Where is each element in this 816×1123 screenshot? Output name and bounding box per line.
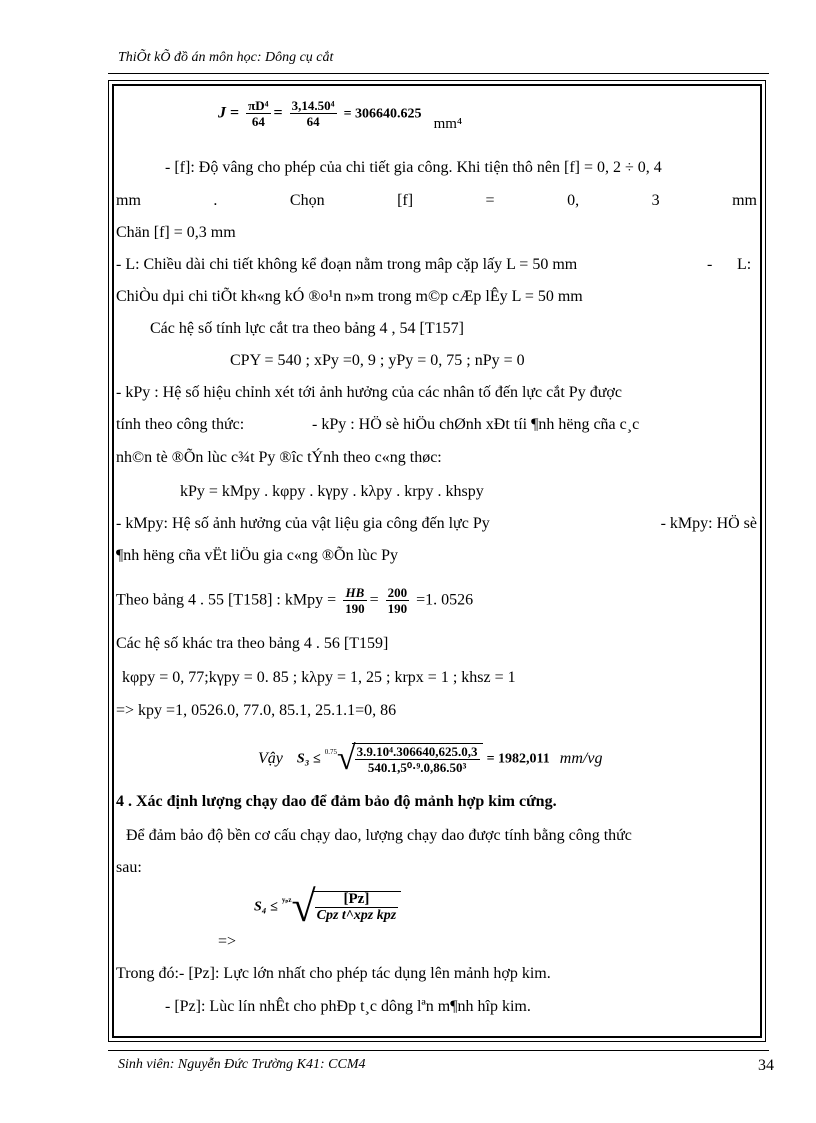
formula-s4: S₄ ≤ $^{y_pz}$√ $\frac{[Pz]}{\text{Cpz t\textasciicircum{}xpz kpz}}$ [254, 890, 401, 924]
paragraph-line: - kMpy: Hệ số ảnh hưởng của vật liệu gia công đến lực Py - kMpy: HÖ sè [116, 515, 757, 532]
formula-s3: Vậy S₃ ≤ $^{0.75}$√ $\frac{\text{3.9.10⁴.306640,625.0,3}}{\text{540.1,5⁰·⁹.0,86.50³}}$ = 1982,011 mm/vg [258, 740, 603, 777]
formula-j: J = $\frac{\text{πD⁴}}{64}$ = $\frac{\text{3,14.50⁴}}{64}$ = 306640.625 mm⁴ [218, 98, 463, 132]
footer-student: Sinh viên: Nguyễn Đức Trường K41: CCM4 [118, 1057, 366, 1072]
paragraph-line: ¶nh hëng cña vËt liÖu gia c«ng ®Õn lùc Py [116, 547, 399, 564]
paragraph-line: - [Pz]: Lùc lín nhÊt cho phÐp t¸c dông lªn m¶nh hîp kim. [165, 998, 531, 1015]
paragraph-line-justified: mm . Chọn [f] = 0, 3 mm [116, 192, 757, 209]
paragraph-line: tính theo công thức: - kPy : HÖ sè hiÖu chØnh xÐt tíi ¶nh hëng cña c¸c [116, 416, 640, 433]
arrow: => [218, 933, 237, 950]
formula-kpy: kPy = kMpy . kφpy . kγpy . kλpy . krpy . khspy [180, 483, 484, 500]
paragraph-line: ChiÒu dµi chi tiÕt kh«ng kÓ ®o¹n n»m trong m©p cÆp lÊy L = 50 mm [116, 288, 583, 305]
paragraph-line: - kPy : Hệ số hiệu chỉnh xét tới ảnh hưởng của các nhân tố đến lực cắt Py được [116, 384, 622, 401]
paragraph-line: Các hệ số khác tra theo bảng 4 . 56 [T159] [116, 635, 389, 652]
coefficients-line: kφpy = 0, 77;kγpy = 0. 85 ; kλpy = 1, 25 ; krpx = 1 ; khsz = 1 [122, 669, 516, 686]
section-heading: 4 . Xác định lượng chạy dao để đảm bảo độ mảnh hợp kim cứng. [116, 793, 557, 810]
result-line: => kpy =1, 0526.0, 77.0, 85.1, 25.1.1=0, 86 [116, 702, 397, 719]
paragraph-line: sau: [116, 859, 142, 876]
paragraph-line: - [f]: Độ vâng cho phép của chi tiết gia công. Khi tiện thô nên [f] = 0, 2 ÷ 0, 4 [165, 159, 662, 176]
paragraph-line: Để đảm bảo độ bền cơ cấu chạy dao, lượng chạy dao được tính bằng công thức [126, 827, 632, 844]
footer-divider [108, 1050, 769, 1051]
coefficients-line: CPY = 540 ; xPy =0, 9 ; yPy = 0, 75 ; nPy = 0 [230, 352, 525, 369]
paragraph-line: nh©n tè ®Õn lùc c¾t Py ®îc tÝnh theo c«ng thøc: [116, 449, 442, 466]
page-number: 34 [758, 1057, 774, 1074]
paragraph-line: Các hệ số tính lực cắt tra theo bảng 4 , 54 [T157] [150, 320, 464, 337]
paragraph-line: - L: Chiều dài chi tiết không kể đoạn nằm trong mâp cặp lấy L = 50 mm - L: [116, 256, 752, 273]
paragraph-line: Chän [f] = 0,3 mm [116, 224, 236, 241]
header-divider [108, 73, 769, 74]
paragraph-line: Trong đó:- [Pz]: Lực lớn nhất cho phép tác dụng lên mảnh hợp kim. [116, 965, 551, 982]
header-title: ThiÕt kÕ đồ án môn học: Dông cụ cắt [118, 50, 334, 65]
formula-kmpy: Theo bảng 4 . 55 [T158] : kMpy = $\frac{HB}{190}$ = $\frac{200}{190}$ =1. 0526 [116, 585, 474, 616]
